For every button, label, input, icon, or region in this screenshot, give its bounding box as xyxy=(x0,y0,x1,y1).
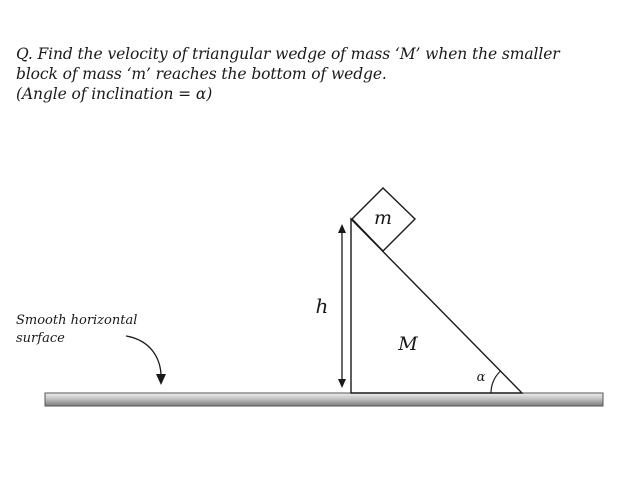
height-label: h xyxy=(315,294,329,318)
surface-pointer-arrowhead xyxy=(156,374,166,385)
surface-label-line-2: surface xyxy=(16,331,65,346)
wedge-mass-label: M xyxy=(398,333,418,355)
horizontal-surface xyxy=(45,393,603,406)
angle-label: α xyxy=(476,370,486,385)
question-line-3: (Angle of inclination = α) xyxy=(16,85,213,103)
question-line-2: block of mass ‘m’ reaches the bottom of wedge. xyxy=(16,65,387,83)
block-mass-label: m xyxy=(373,207,393,229)
question-line-1: Q. Find the velocity of triangular wedge of mass ‘M’ when the smaller xyxy=(16,45,560,63)
surface-pointer-arrow xyxy=(126,336,161,380)
surface-label-line-1: Smooth horizontal xyxy=(16,313,138,328)
